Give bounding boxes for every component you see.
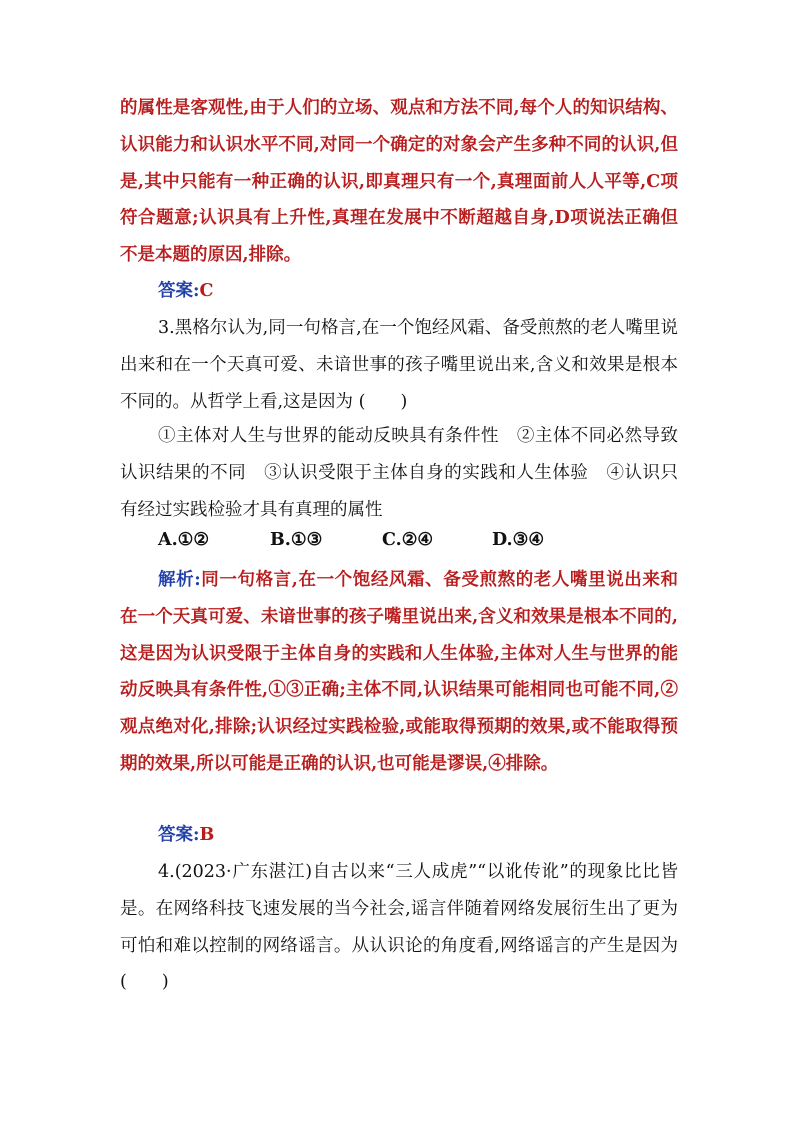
answer-value: C (199, 281, 214, 301)
answer-label: 答案: (158, 281, 200, 301)
answer-label: 答案: (158, 825, 200, 845)
question-3-stem (120, 310, 678, 420)
answer-q3 (158, 820, 214, 850)
question-3-choices (158, 530, 678, 560)
analysis-q3 (120, 562, 678, 783)
answer-value: B (199, 825, 215, 845)
answer-q2 (158, 276, 213, 306)
question-3-options-text: ①主体对人生与世界的能动反映具有条件性 ②主体不同必然导致认识结果的不同 ③认识受限于主体自身的实践和人生体验 ④认识只有经过实践检验才具有真理的属性 (120, 426, 678, 520)
question-4-stem (120, 854, 678, 1001)
analysis-label: 解析: (158, 570, 201, 590)
analysis-continuation-text: 的属性是客观性,由于人们的立场、观点和方法不同,每个人的知识结构、认识能力和认识水平不同,对同一个确定的对象会产生多种不同的认识,但是,其中只能有一种正确的认识,即真理只有一个,真理面前人人平等,C项符合题意;认识具有上升性,真理在发展中不断超越自身,D项说法正确但不是本题的原因,排除。 (120, 98, 678, 266)
question-4-text: 4.(2023·广东湛江)自古以来“三人成虎”“以讹传讹”的现象比比皆是。在网络科技飞速发展的当今社会,谣言伴随着网络发展衍生出了更为可怕和难以控制的网络谣言。从认识论的角度看,网络谣言的产生是因为 ( ) (120, 862, 678, 993)
analysis-continuation (120, 90, 678, 274)
analysis-q3-text: 同一句格言,在一个饱经风霜、备受煎熬的老人嘴里说出来和在一个天真可爱、未谙世事的孩子嘴里说出来,含义和效果是根本不同的,这是因为认识受限于主体自身的实践和人生体验,主体对人生与世界的能动反映具有条件性,①③正确;主体不同,认识结果可能相同也可能不同,②观点绝对化,排除;认识经过实践检验,或能取得预期的效果,或不能取得预期的效果,所以可能是正确的认识,也可能是谬误,④排除。 (120, 570, 678, 774)
choice-d: D.③④ (492, 530, 545, 550)
choice-a: A.①② (158, 530, 210, 550)
choice-b: B.①③ (270, 530, 323, 550)
question-3-text: 3.黑格尔认为,同一句格言,在一个饱经风霜、备受煎熬的老人嘴里说出来和在一个天真可爱、未谙世事的孩子嘴里说出来,含义和效果是根本不同的。从哲学上看,这是因为 ( ) (120, 318, 678, 412)
question-3-options (120, 418, 678, 528)
choice-c: C.②④ (382, 530, 434, 550)
